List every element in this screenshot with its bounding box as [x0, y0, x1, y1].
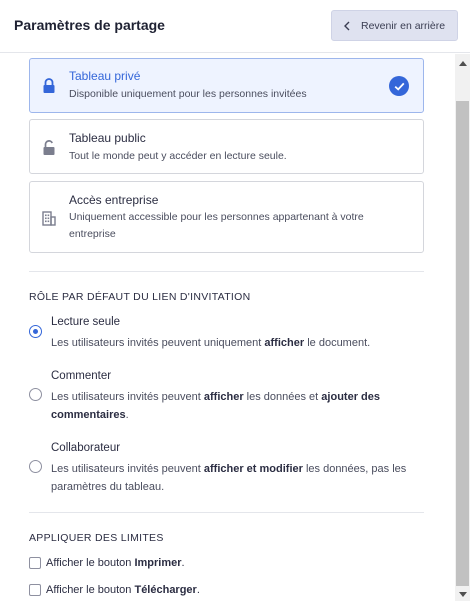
radio-button[interactable] — [29, 460, 42, 473]
role-option-collaborator[interactable] — [29, 442, 424, 496]
role-option-desc: Les utilisateurs invités peuvent afficher les données et ajouter des commentaires. — [51, 391, 380, 421]
divider — [29, 271, 424, 272]
default-role-heading: RÔLE PAR DÉFAUT DU LIEN D'INVITATION — [29, 291, 251, 303]
visibility-option-desc: Disponible uniquement pour les personnes invitées — [69, 88, 307, 100]
visibility-option-desc: Uniquement accessible pour les personnes appartenant à votre entreprise — [69, 211, 364, 240]
role-option-title: Collaborateur — [51, 442, 121, 454]
limit-option-label: Afficher le bouton Imprimer. — [46, 557, 185, 569]
scrollbar-thumb[interactable] — [456, 101, 469, 586]
check-circle-icon — [389, 76, 409, 96]
role-option-desc: Les utilisateurs invités peuvent uniquement afficher le document. — [51, 337, 371, 349]
visibility-option-enterprise[interactable] — [29, 181, 424, 253]
radio-button[interactable] — [29, 388, 42, 401]
header — [0, 0, 470, 53]
limit-option-download[interactable] — [29, 583, 200, 597]
visibility-option-title: Tableau privé — [69, 69, 141, 83]
scroll-up-arrow-icon[interactable] — [455, 56, 470, 70]
limit-option-print[interactable] — [29, 556, 185, 570]
limits-heading: APPLIQUER DES LIMITES — [29, 532, 164, 544]
visibility-option-title: Tableau public — [69, 131, 146, 145]
visibility-option-desc: Tout le monde peut y accéder en lecture seule. — [69, 150, 287, 162]
chevron-left-icon — [343, 21, 353, 31]
building-icon — [42, 210, 56, 226]
limit-option-label: Afficher le bouton Télécharger. — [46, 584, 200, 596]
role-option-read-only[interactable] — [29, 316, 424, 352]
back-button-label: Revenir en arrière — [361, 19, 446, 32]
lock-closed-icon — [42, 78, 56, 94]
lock-open-icon — [42, 140, 56, 156]
settings-panel — [0, 54, 454, 601]
checkbox[interactable] — [29, 557, 41, 569]
page-title: Paramètres de partage — [14, 17, 165, 33]
scroll-down-arrow-icon[interactable] — [455, 587, 470, 601]
visibility-option-title: Accès entreprise — [69, 193, 159, 207]
role-option-title: Lecture seule — [51, 316, 121, 328]
radio-button[interactable] — [29, 325, 42, 338]
divider — [29, 512, 424, 513]
visibility-option-private[interactable] — [29, 58, 424, 113]
checkbox[interactable] — [29, 584, 41, 596]
vertical-scrollbar[interactable] — [455, 54, 470, 601]
role-option-title: Commenter — [51, 370, 112, 382]
role-option-comment[interactable] — [29, 370, 424, 424]
visibility-option-public[interactable] — [29, 119, 424, 174]
role-option-desc: Les utilisateurs invités peuvent afficher et modifier les données, pas les paramètres du tableau. — [51, 463, 407, 493]
back-button[interactable] — [331, 10, 458, 41]
